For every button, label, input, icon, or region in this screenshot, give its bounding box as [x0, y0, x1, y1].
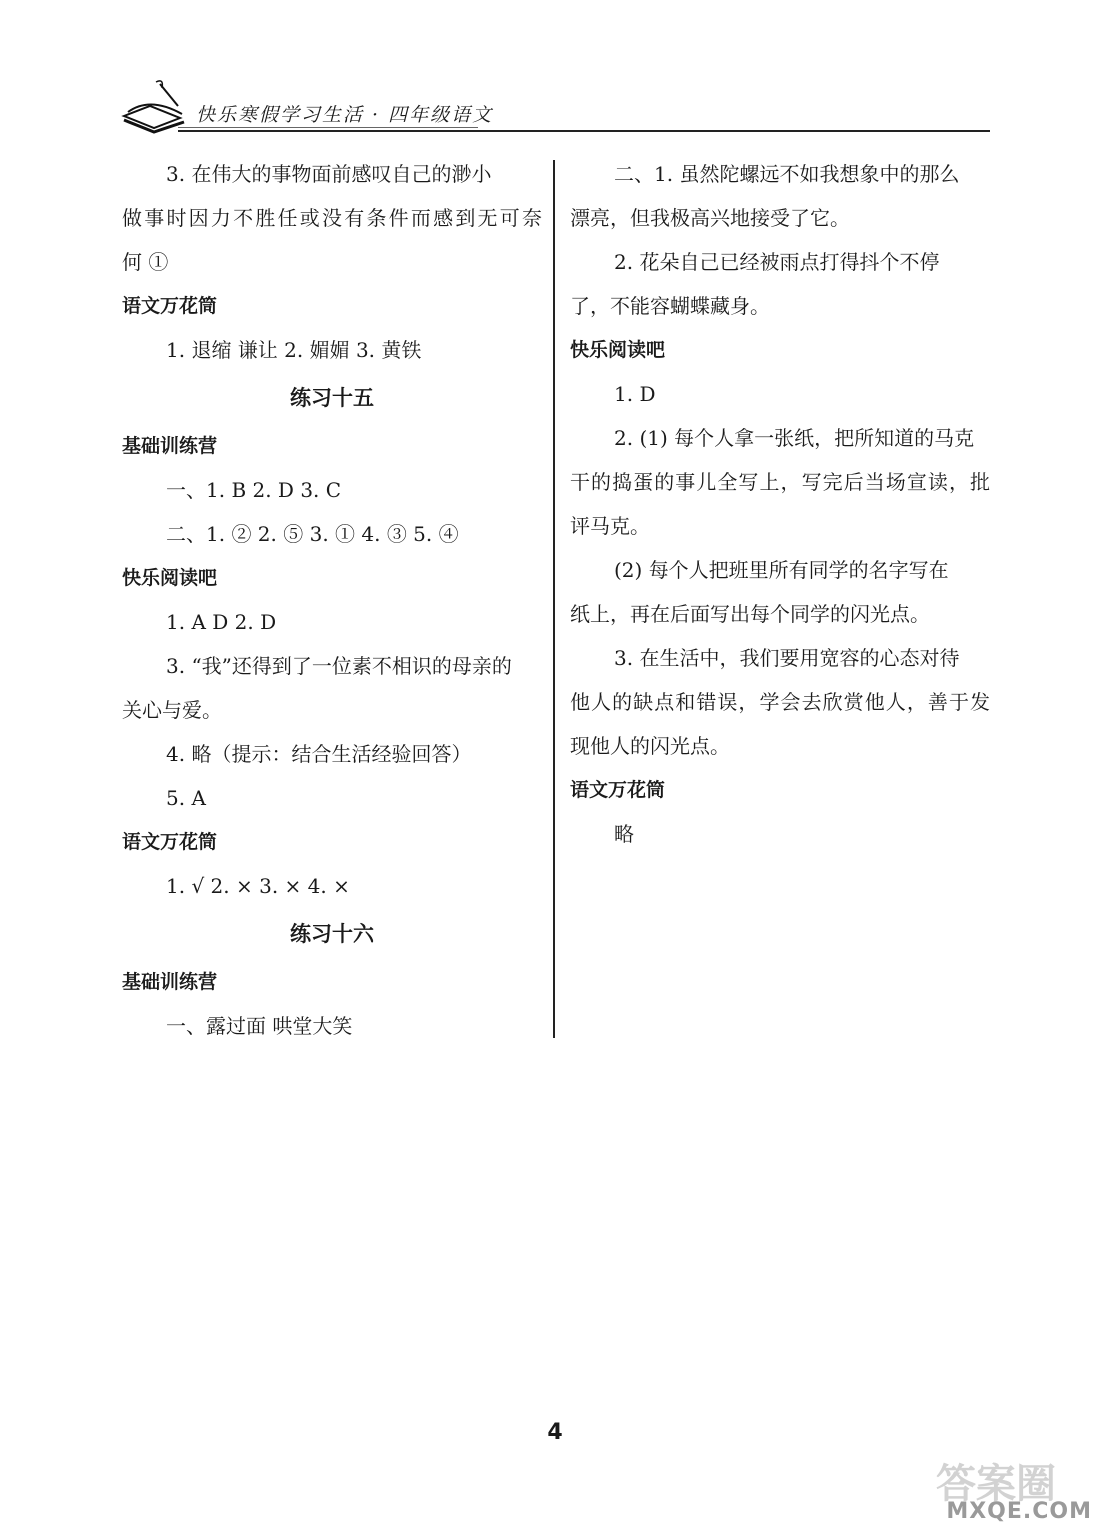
answer-line: 他人的缺点和错误，学会去欣赏他人，善于发 [570, 690, 990, 714]
answer-line: 二、1. ② 2. ⑤ 3. ① 4. ③ 5. ④ [166, 522, 459, 546]
watermark-logo [928, 1452, 1100, 1530]
answer-line: 3. “我”还得到了一位素不相识的母亲的 [166, 654, 512, 678]
section-heading: 快乐阅读吧 [570, 339, 666, 361]
column-divider [553, 160, 555, 1038]
exercise-title: 练习十五 [290, 386, 374, 410]
answer-line: 关心与爱。 [122, 698, 222, 722]
answer-line: 何 ① [122, 250, 169, 274]
answer-line: 2. (1) 每个人拿一张纸，把所知道的马克 [614, 426, 975, 450]
section-heading: 基础训练营 [122, 971, 218, 993]
left-column [122, 152, 542, 1048]
section-heading: 语文万花筒 [570, 779, 666, 801]
watermark-big-text: 答案圈 [936, 1461, 1056, 1507]
header-title: 快乐寒假学习生活 · 四年级语文 [196, 104, 494, 126]
answer-line: 1. 退缩 谦让 2. 媚媚 3. 黄铁 [166, 338, 422, 362]
section-heading: 语文万花筒 [122, 831, 218, 853]
answer-line: 做事时因力不胜任或没有条件而感到无可奈 [122, 206, 542, 230]
answer-line: 评马克。 [570, 514, 650, 538]
section-heading: 快乐阅读吧 [122, 567, 218, 589]
section-heading: 基础训练营 [122, 435, 218, 457]
section-heading: 语文万花筒 [122, 295, 218, 317]
answer-line: 了，不能容蝴蝶藏身。 [570, 294, 770, 318]
answer-line: 一、1. B 2. D 3. C [166, 478, 342, 502]
answer-line: 3. 在伟大的事物面前感叹自己的渺小 [166, 162, 492, 186]
answer-line: 现他人的闪光点。 [570, 734, 730, 758]
watermark-url: MXQE.COM [946, 1499, 1092, 1524]
right-column [570, 152, 990, 856]
page-number: 4 [547, 1420, 563, 1445]
answer-line: 1. √ 2. × 3. × 4. × [166, 874, 350, 898]
answer-line: 4. 略（提示：结合生活经验回答） [166, 742, 472, 766]
answer-line: (2) 每个人把班里所有同学的名字写在 [614, 558, 949, 582]
answer-line: 1. D [614, 382, 656, 406]
answer-line: 二、1. 虽然陀螺远不如我想象中的那么 [614, 162, 960, 186]
header-thin-rule [178, 127, 478, 128]
answer-line: 纸上，再在后面写出每个同学的闪光点。 [570, 602, 930, 626]
exercise-title: 练习十六 [290, 922, 374, 946]
answer-line: 5. A [166, 786, 206, 810]
answer-line: 2. 花朵自己已经被雨点打得抖个不停 [614, 250, 940, 274]
answer-line: 干的捣蛋的事儿全写上，写完后当场宣读，批 [570, 470, 990, 494]
header-rule [178, 130, 990, 132]
answer-line: 1. A D 2. D [166, 610, 277, 634]
answer-line: 3. 在生活中，我们要用宽容的心态对待 [614, 646, 960, 670]
page-header [120, 72, 990, 136]
answer-line: 漂亮，但我极高兴地接受了它。 [570, 206, 850, 230]
answer-line: 略 [614, 822, 634, 846]
answer-line: 一、露过面 哄堂大笑 [166, 1014, 353, 1038]
